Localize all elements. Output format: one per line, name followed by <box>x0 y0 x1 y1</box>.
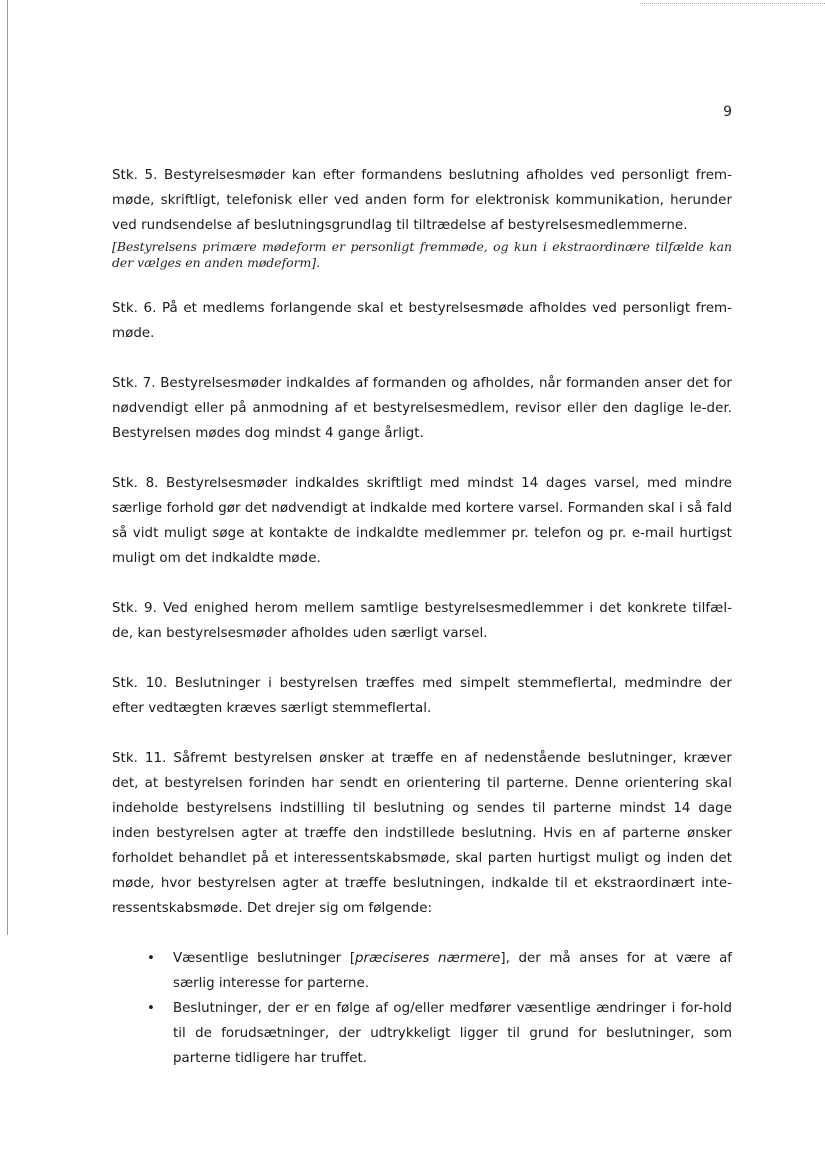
list-item <box>112 946 732 996</box>
paragraph-gap <box>112 721 732 746</box>
list-item <box>112 996 732 1071</box>
paragraph-gap <box>112 646 732 671</box>
scan-edge-top <box>640 3 825 5</box>
section-stk-5 <box>112 163 732 271</box>
list-item-text-after: ], der må anses for at være af særlig interesse for parterne. <box>173 951 732 991</box>
stk-8-text: Stk. 8. Bestyrelsesmøder indkaldes skriftligt med mindst 14 dages varsel, med mindre særlige forhold gør det nødvendigt at indkalde med kortere varsel. Formanden skal i så fald så vidt muligt søge at kontakte de indkaldte medlemmer pr. telefon og pr. e-mail hurtigst muligt om det indkaldte møde. <box>112 476 732 566</box>
list-item-text-italic: præciseres nærmere <box>355 951 501 966</box>
stk-6-text: Stk. 6. På et medlems forlangende skal et bestyrelsesmøde afholdes ved personligt frem-møde. <box>112 301 732 341</box>
section-stk-11 <box>112 746 732 921</box>
paragraph-gap <box>112 921 732 946</box>
paragraph-gap <box>112 446 732 471</box>
page-number: 9 <box>723 104 732 120</box>
section-stk-10 <box>112 671 732 721</box>
bullet-icon: • <box>147 1001 155 1016</box>
document-body <box>112 163 732 1071</box>
stk-11-text: Stk. 11. Såfremt bestyrelsen ønsker at træffe en af nedenstående beslutninger, kræver det, at bestyrelsen forinden har sendt en orientering til parterne. Denne orientering skal indeholde bestyrelsens indstilling til beslutning og sendes til parterne mindst 14 dage inden bestyrelsen agter at træffe den indstillede beslutning. Hvis en af parterne ønsker forholdet behandlet på et interessentskabsmøde, skal parten hurtigst muligt og inden det møde, hvor bestyrelsen agter at træffe beslutningen, indkalde til et ekstraordinært inte-ressentskabsmøde. Det drejer sig om følgende: <box>112 751 732 916</box>
stk-7-text: Stk. 7. Bestyrelsesmøder indkaldes af formanden og afholdes, når formanden anser det for nødvendigt eller på anmodning af et bestyrelsesmedlem, revisor eller den daglige le-der. Bestyrelsen mødes dog mindst 4 gange årligt. <box>112 376 732 441</box>
stk-10-text: Stk. 10. Beslutninger i bestyrelsen træffes med simpelt stemmeflertal, medmindre der efter vedtægten kræves særligt stemmeflertal. <box>112 676 732 716</box>
stk-9-text: Stk. 9. Ved enighed herom mellem samtlige bestyrelsesmedlemmer i det konkrete tilfæl-de, kan bestyrelsesmøder afholdes uden særligt varsel. <box>112 601 732 641</box>
stk-5-note: [Bestyrelsens primære mødeform er personligt fremmøde, og kun i ekstraordinære tilfælde kan der vælges en anden mødeform]. <box>112 239 732 270</box>
section-stk-8 <box>112 471 732 571</box>
section-stk-9 <box>112 596 732 646</box>
list-item-text-before: Væsentlige beslutninger [ <box>173 951 356 966</box>
scan-edge-left <box>7 0 8 935</box>
decision-list <box>112 946 732 1071</box>
section-stk-6 <box>112 296 732 346</box>
list-item-text-before: Beslutninger, der er en følge af og/eller medfører væsentlige ændringer i for-hold til de forudsætninger, der udtrykkeligt ligger til grund for beslutninger, som parterne tidligere har truffet. <box>173 1001 732 1066</box>
stk-5-text: Stk. 5. Bestyrelsesmøder kan efter formandens beslutning afholdes ved personligt frem-møde, skriftligt, telefonisk eller ved anden form for elektronisk kommunikation, herunder ved rundsendelse af beslutningsgrundlag til tiltrædelse af bestyrelsesmedlemmerne. <box>112 168 732 233</box>
bullet-icon: • <box>147 951 155 966</box>
section-stk-7 <box>112 371 732 446</box>
paragraph-gap <box>112 571 732 596</box>
paragraph-gap <box>112 346 732 371</box>
